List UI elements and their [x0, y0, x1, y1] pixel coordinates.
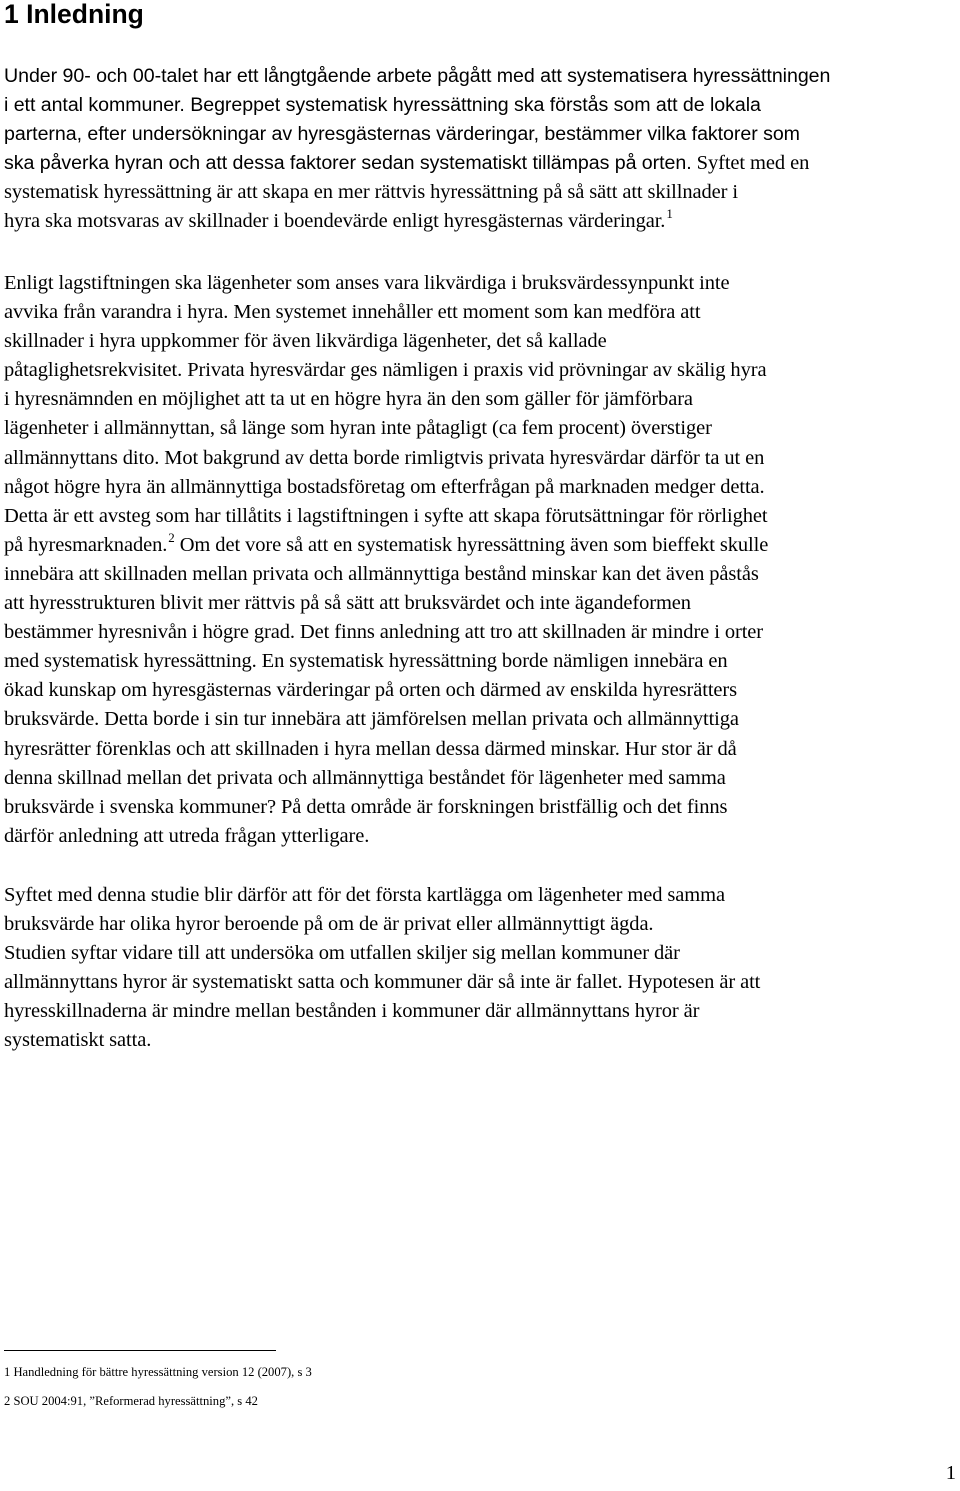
text-line: att hyresstrukturen blivit mer rättvis på så sätt att bruksvärdet och inte ägandeformen	[4, 592, 691, 615]
text-line: ökad kunskap om hyresgästernas värderingar på orten och därmed av enskilda hyresrätters	[4, 679, 738, 702]
text-line: bruksvärde har olika hyror beroende på om de är privat eller allmännyttigt ägda.	[4, 913, 654, 936]
section-heading: 1 Inledning	[4, 0, 144, 29]
footnote-reference[interactable]: 1	[666, 206, 673, 222]
page-number: 1	[945, 1462, 956, 1484]
text-segment: ska påverka hyran och att dessa faktorer sedan systematiskt tillämpas på orten.	[4, 152, 692, 175]
text-segment: Syftet med en	[696, 152, 810, 175]
text-segment: avvika från varandra i hyra.	[4, 301, 229, 324]
text-line: allmännyttans dito. Mot bakgrund av detta borde rimligtvis privata hyresvärdar därför ta ut en	[4, 446, 765, 469]
text-line: i hyresnämnden en möjlighet att ta ut en högre hyra än den som gäller för jämförbara	[4, 388, 693, 411]
text-line: bruksvärde i svenska kommuner? På detta område är forskningen bristfällig och det finns	[4, 795, 728, 818]
text-line: Enligt lagstiftningen ska lägenheter som anses vara likvärdiga i bruksvärdessynpunkt inte	[4, 272, 730, 294]
text-line: i ett antal kommuner. Begreppet systematisk hyressättning ska förstås som att de lokala	[4, 94, 761, 117]
text-line: systematisk hyressättning är att skapa en mer rättvis hyressättning på så sätt att skillnader i	[4, 181, 739, 204]
text-line: påtaglighetsrekvisitet. Privata hyresvärdar ges nämligen i praxis vid prövningar av skälig hyra	[4, 359, 767, 382]
footnote-separator	[4, 1350, 276, 1351]
text-line: Detta är ett avsteg som har tillåtits i lagstiftningen i syfte att skapa förutsättningar för rörlighet	[4, 504, 768, 527]
text-segment: på hyresmarknaden.	[4, 533, 168, 556]
text-line: med systematisk hyressättning. En systematisk hyressättning borde nämligen innebära en	[4, 650, 728, 673]
purpose-paragraph	[4, 881, 960, 1056]
text-line: denna skillnad mellan det privata och allmännyttiga beståndet för lägenheter med samma	[4, 766, 726, 789]
footnote-reference[interactable]: 2	[168, 529, 175, 545]
footnote-2: 2 SOU 2004:91, ”Reformerad hyressättning”, s 42	[4, 1394, 258, 1408]
intro-paragraph	[4, 62, 960, 237]
text-segment: Om det vore så att en systematisk hyressättning även som bieffekt skulle	[179, 533, 769, 556]
text-line-mixed	[4, 149, 960, 178]
text-segment: Men systemet innehåller ett moment som kan medföra att	[233, 301, 701, 324]
text-line: parterna, efter undersökningar av hyresgästernas värderingar, bestämmer vilka faktorer som	[4, 123, 800, 146]
text-line-with-footnote	[4, 531, 960, 560]
text-line: bestämmer hyresnivån i högre grad. Det finns anledning att tro att skillnaden är mindre i orter	[4, 621, 764, 644]
body-paragraph	[4, 269, 960, 851]
text-line: Under 90- och 00-talet har ett långtgående arbete pågått med att systematisera hyressättningen	[4, 65, 831, 87]
text-line: något högre hyra än allmännyttiga bostadsföretag om efterfrågan på marknaden medger detta.	[4, 475, 765, 498]
text-line: innebära att skillnaden mellan privata och allmännyttiga bestånd minskar kan det även påstås	[4, 562, 759, 585]
text-line: Studien syftar vidare till att undersöka om utfallen skiljer sig mellan kommuner där	[4, 942, 680, 965]
text-line: hyresrätter förenklas och att skillnaden i hyra mellan dessa därmed minskar. Hur stor är då	[4, 737, 737, 760]
footnote-1: 1 Handledning för bättre hyressättning version 12 (2007), s 3	[4, 1365, 312, 1379]
text-line-mixed	[4, 298, 960, 327]
text-line-with-footnote	[4, 207, 960, 236]
text-line: Syftet med denna studie blir därför att för det första kartlägga om lägenheter med samma	[4, 884, 725, 906]
text-line: systematiskt satta.	[4, 1029, 152, 1052]
text-line: bruksvärde. Detta borde i sin tur innebära att jämförelsen mellan privata och allmännyttiga	[4, 708, 739, 731]
text-line: hyresskillnaderna är mindre mellan bestånden i kommuner där allmännyttans hyror är	[4, 1000, 700, 1023]
text-line: lägenheter i allmännyttan, så länge som hyran inte påtagligt (ca fem procent) överstiger	[4, 417, 712, 440]
text-line: skillnader i hyra uppkommer för även likvärdiga lägenheter, det så kallade	[4, 330, 607, 353]
text-segment: hyra ska motsvaras av skillnader i boendevärde enligt hyresgästernas värderingar.	[4, 210, 666, 233]
text-line: allmännyttans hyror är systematiskt satta och kommuner där så inte är fallet. Hypotesen är att	[4, 971, 761, 994]
text-line: därför anledning att utreda frågan ytterligare.	[4, 824, 370, 847]
